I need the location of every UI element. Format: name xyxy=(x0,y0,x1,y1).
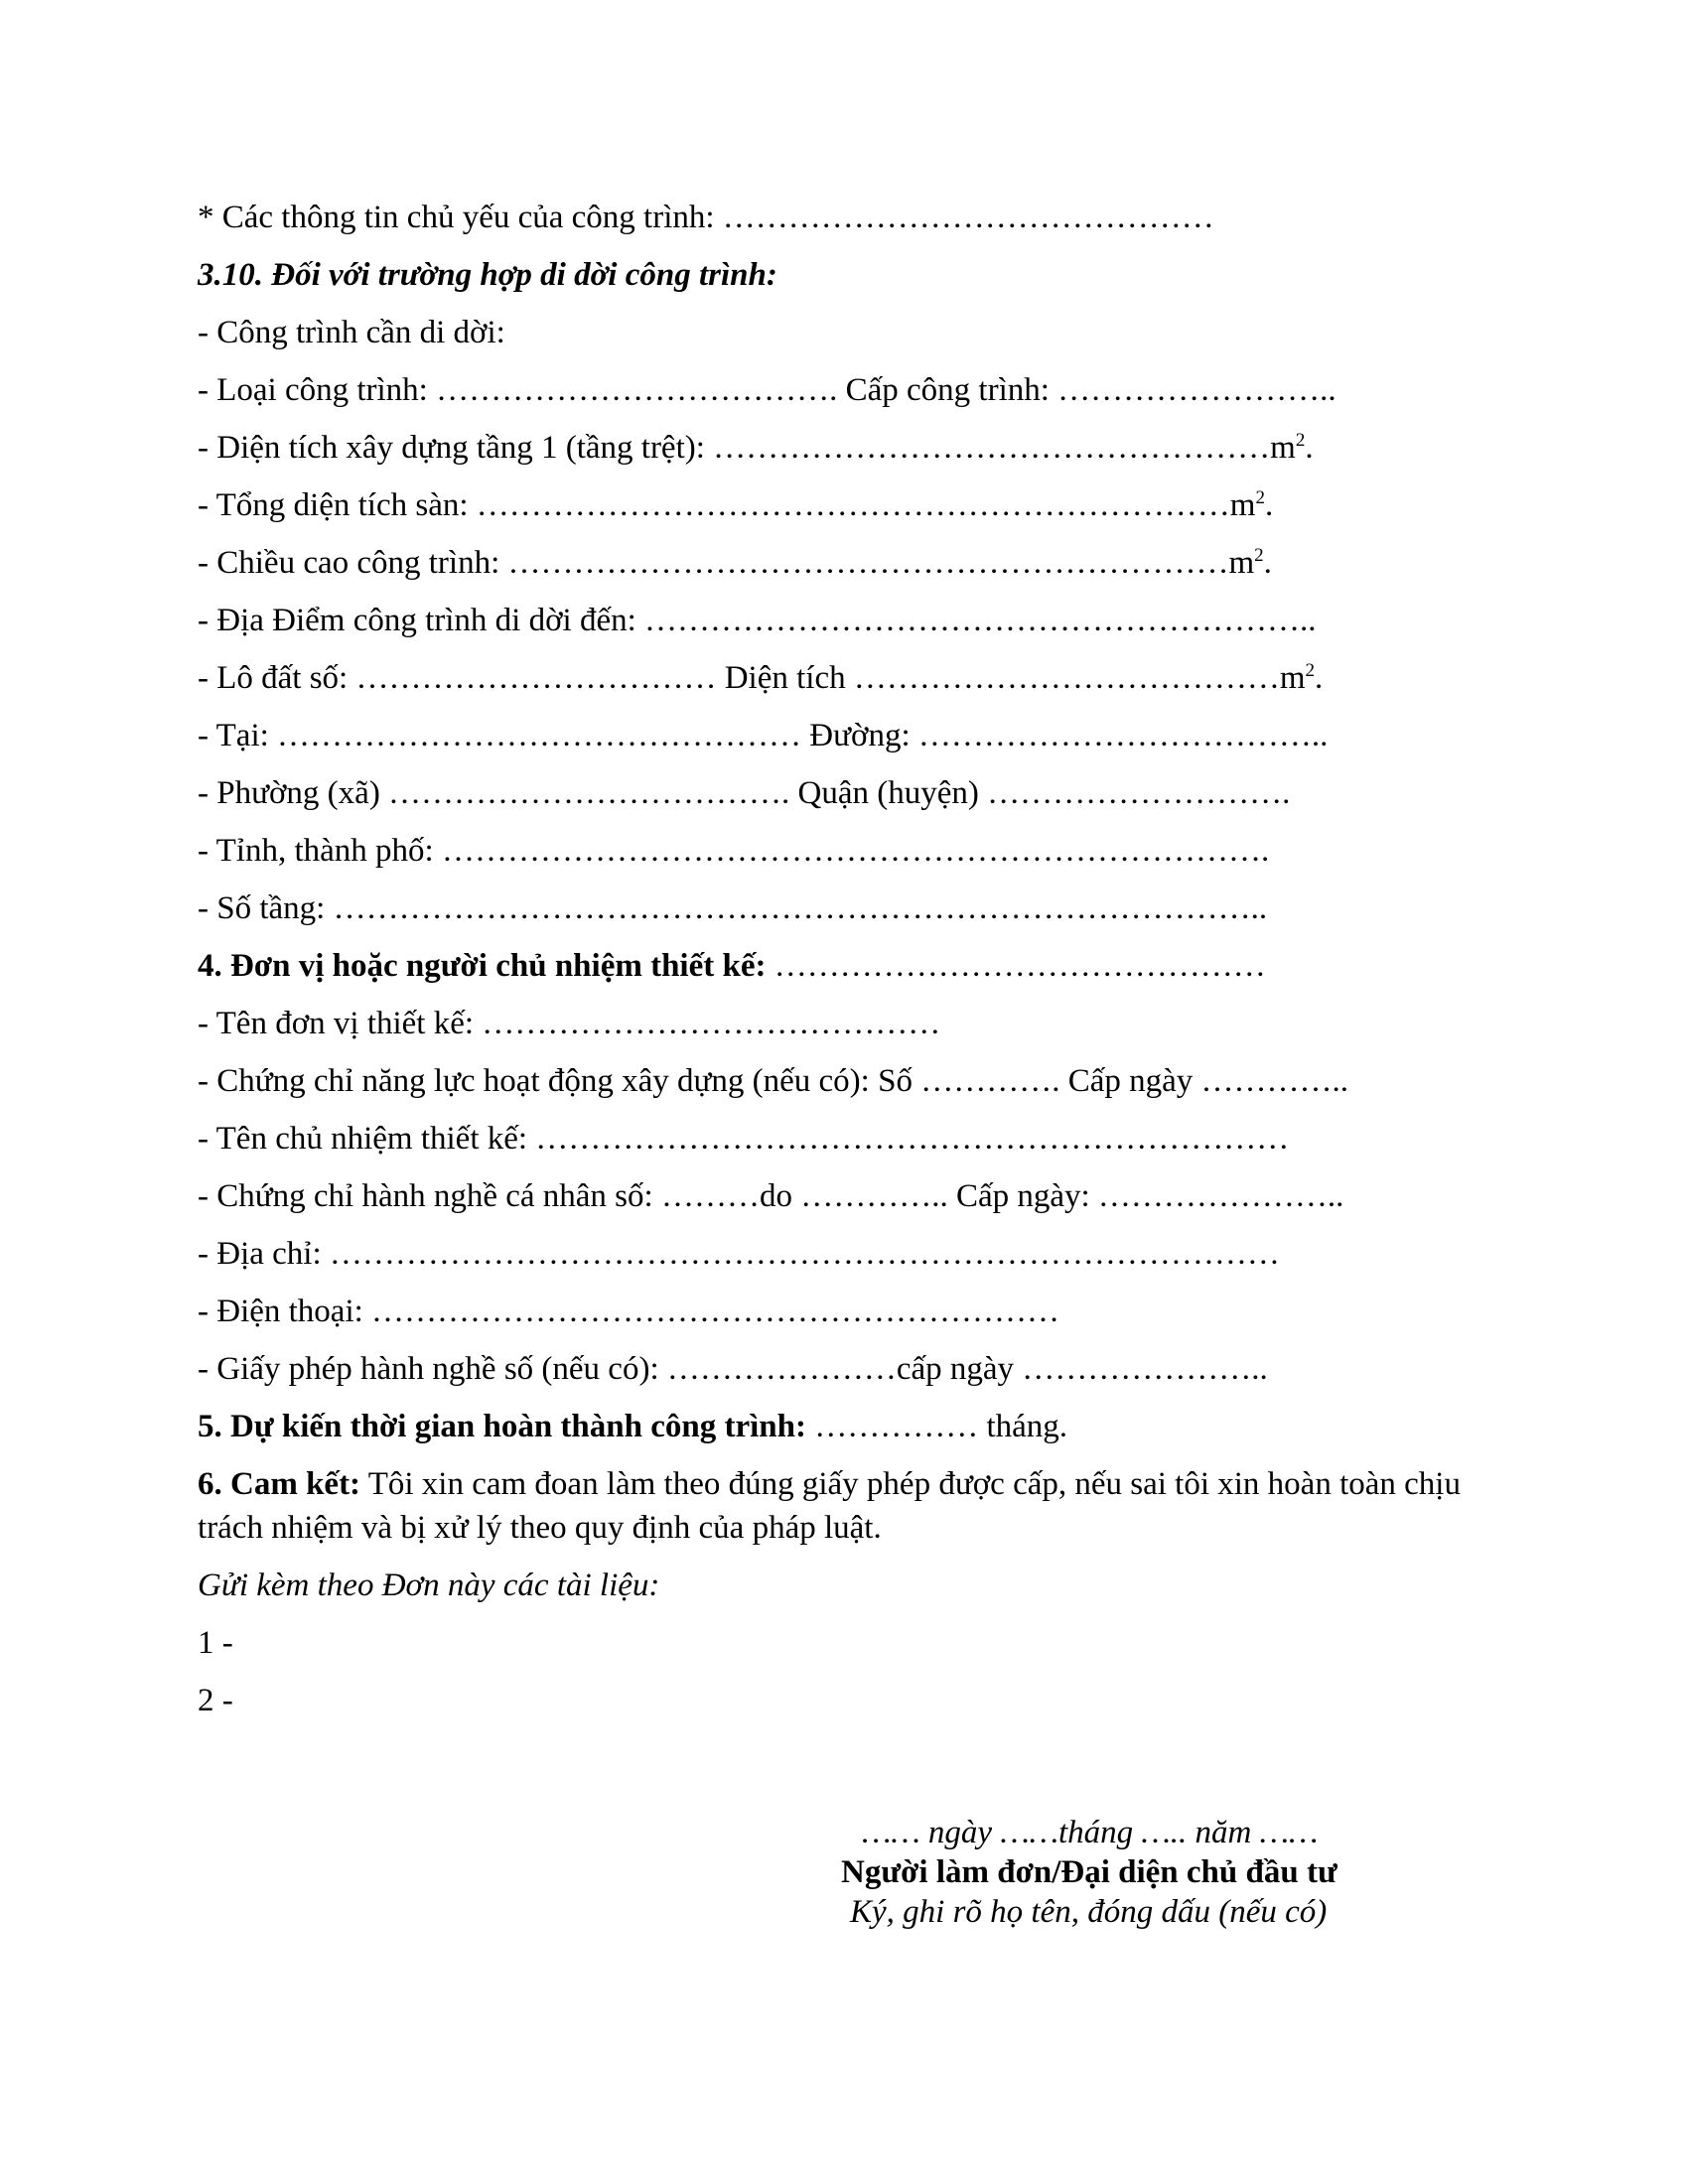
location-street-line: - Tại: ………………………………………… Đường: ……………………………….. xyxy=(198,718,1329,753)
line-end: . xyxy=(1305,430,1314,466)
signature-note: Ký, ghi rõ họ tên, đóng dấu (nếu có) xyxy=(850,1894,1328,1930)
practice-certificate-line: - Chứng chỉ hành nghề cá nhân số: ………do ………….. Cấp ngày: ………………….. xyxy=(198,1178,1344,1214)
section-5-line xyxy=(198,1407,1067,1446)
design-unit-name-line: - Tên đơn vị thiết kế: …………………………………… xyxy=(198,1006,941,1041)
section-5-heading: 5. Dự kiến thời gian hoàn thành công trình: xyxy=(198,1409,806,1444)
section-6-paragraph xyxy=(198,1462,1488,1550)
section-3-10-heading: 3.10. Đối với trường hợp di dời công trình: xyxy=(198,257,777,293)
address-line: - Địa chỉ: …………………………………………………………………………… xyxy=(198,1236,1280,1272)
signature-title: Người làm đơn/Đại diện chủ đầu tư xyxy=(841,1854,1337,1890)
land-lot-line xyxy=(198,658,1323,698)
attachment-item-2: 2 - xyxy=(198,1683,233,1718)
design-lead-name-line: - Tên chủ nhiệm thiết kế: …………………………………………………………… xyxy=(198,1121,1290,1157)
attachment-item-1: 1 - xyxy=(198,1625,233,1661)
total-floor-area-line xyxy=(198,485,1273,525)
total-floor-area-text: - Tổng diện tích sàn: ……………………………………………………………m xyxy=(198,487,1256,523)
signature-date-line: …… ngày ……tháng ….. năm …… xyxy=(862,1815,1319,1850)
section-4-blank: ……………………………………… xyxy=(766,948,1266,984)
attachments-heading: Gửi kèm theo Đơn này các tài liệu: xyxy=(198,1568,660,1603)
relocation-destination-line: - Địa Điểm công trình di dời đến: …………………………………………………….. xyxy=(198,603,1317,638)
province-line: - Tỉnh, thành phố: …………………………………………………………………. xyxy=(198,833,1270,869)
land-lot-text: - Lô đất số: …………………………… Diện tích …………………………………m xyxy=(198,660,1306,696)
building-height-text: - Chiều cao công trình: …………………………………………………………m xyxy=(198,545,1255,581)
capability-certificate-line: - Chứng chỉ năng lực hoạt động xây dựng (nếu có): Số …………. Cấp ngày ………….. xyxy=(198,1063,1348,1099)
main-info-line: * Các thông tin chủ yếu của công trình: ……………………………………… xyxy=(198,200,1214,235)
section-5-blank: …………… tháng. xyxy=(805,1409,1068,1444)
floor-count-line: - Số tầng: ………………………………………………………………………….. xyxy=(198,890,1268,926)
unit-superscript: 2 xyxy=(1295,430,1306,451)
unit-superscript: 2 xyxy=(1305,660,1316,681)
phone-line: - Điện thoại: ……………………………………………………… xyxy=(198,1294,1060,1329)
line-end: . xyxy=(1315,660,1324,696)
ground-floor-area-line xyxy=(198,428,1314,468)
section-6-text: Tôi xin cam đoan làm theo đúng giấy phép được cấp, nếu sai tôi xin hoàn toàn chịu trách nhiệm và bị xử lý theo quy định của pháp luật. xyxy=(198,1466,1461,1546)
practice-license-line: - Giấy phép hành nghề số (nếu có): …………………cấp ngày ………………….. xyxy=(198,1351,1268,1387)
unit-superscript: 2 xyxy=(1255,487,1265,508)
line-end: . xyxy=(1264,487,1274,523)
relocated-building-line: - Công trình cần di dời: xyxy=(198,315,505,350)
building-height-line xyxy=(198,543,1272,583)
building-type-line: - Loại công trình: ………………………………. Cấp công trình: …………………….. xyxy=(198,372,1336,408)
ward-district-line: - Phường (xã) ………………………………. Quận (huyện) ………………………. xyxy=(198,775,1291,811)
section-4-line xyxy=(198,946,1266,986)
unit-superscript: 2 xyxy=(1254,545,1264,566)
section-4-heading: 4. Đơn vị hoặc người chủ nhiệm thiết kế: xyxy=(198,948,767,984)
ground-floor-area-text: - Diện tích xây dựng tầng 1 (tầng trệt): ……………………………………………m xyxy=(198,430,1296,466)
section-6-heading: 6. Cam kết: xyxy=(198,1466,361,1502)
line-end: . xyxy=(1263,545,1272,581)
